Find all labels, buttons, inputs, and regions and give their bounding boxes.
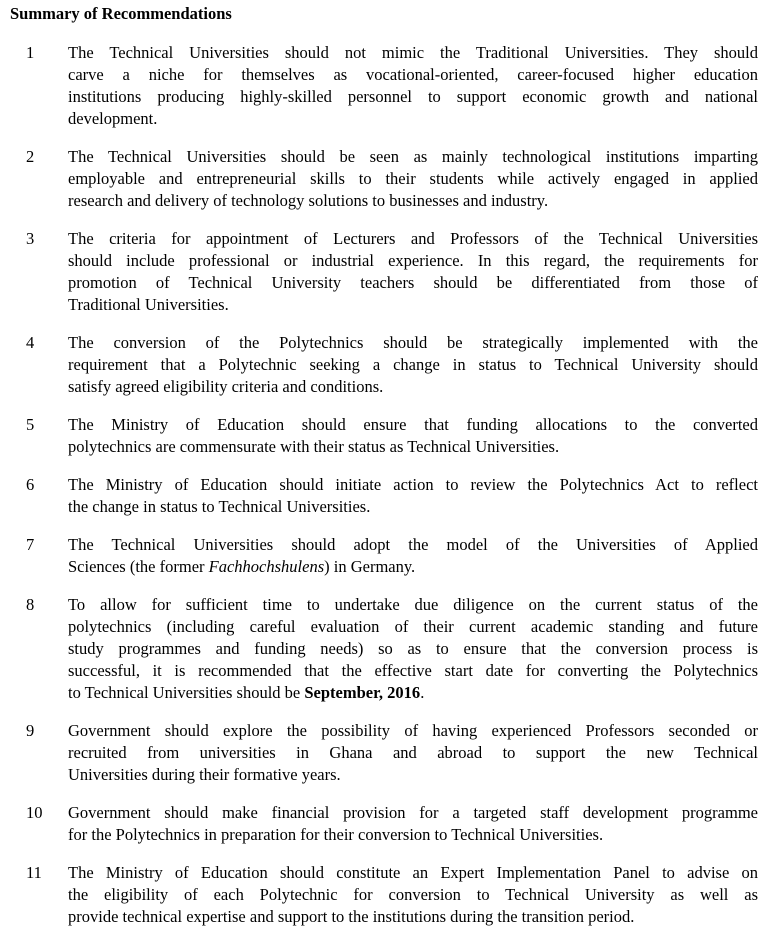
recommendation-item <box>0 594 779 704</box>
recommendation-number: 10 <box>26 803 43 822</box>
recommendation-number: 2 <box>26 147 35 166</box>
recommendation-text <box>68 802 758 846</box>
section-title: Summary of Recommendations <box>10 4 232 23</box>
text-line: for the Polytechnics in preparation for their conversion to Technical Universities. <box>68 825 604 844</box>
text-segment: to Technical Universities should be <box>68 683 305 702</box>
recommendation-item <box>0 146 779 212</box>
recommendation-number: 5 <box>26 415 35 434</box>
text-line: the eligibility of each Polytechnic for conversion to Technical University as well as <box>68 885 758 904</box>
recommendation-item <box>0 332 779 398</box>
bold-text: September, 2016 <box>304 683 421 702</box>
text-line: Government should explore the possibility of having experienced Professors seconded or <box>68 721 758 740</box>
text-line: should include professional or industrial experience. In this regard, the requirements for <box>68 251 758 270</box>
recommendation-item <box>0 802 779 846</box>
recommendation-text <box>68 534 758 578</box>
recommendation-text <box>68 474 758 518</box>
recommendation-item <box>0 414 779 458</box>
text-segment: Sciences (the former <box>68 557 209 576</box>
text-line: development. <box>68 109 158 128</box>
recommendation-text <box>68 594 758 704</box>
recommendation-text <box>68 146 758 212</box>
text-line: employable and entrepreneurial skills to their students while actively engaged in applied <box>68 169 758 188</box>
italic-text: Fachhochshulens <box>208 557 325 576</box>
text-line: provide technical expertise and support to the institutions during the transition period. <box>68 907 635 926</box>
recommendation-text <box>68 862 758 928</box>
recommendation-item <box>0 720 779 786</box>
text-line: polytechnics are commensurate with their status as Technical Universities. <box>68 437 560 456</box>
text-segment: . <box>420 683 425 702</box>
text-line: The Technical Universities should adopt the model of the Universities of Applied <box>68 535 758 554</box>
text-line: carve a niche for themselves as vocational-oriented, career-focused higher education <box>68 65 758 84</box>
recommendation-number: 9 <box>26 721 35 740</box>
recommendation-number: 8 <box>26 595 35 614</box>
recommendation-text <box>68 332 758 398</box>
text-line: the change in status to Technical Universities. <box>68 497 371 516</box>
text-line: polytechnics (including careful evaluation of their current academic standing and future <box>68 617 758 636</box>
text-line: The Technical Universities should not mimic the Traditional Universities. They should <box>68 43 758 62</box>
text-line: The Ministry of Education should initiate action to review the Polytechnics Act to reflect <box>68 475 758 494</box>
text-line: The Ministry of Education should ensure that funding allocations to the converted <box>68 415 758 434</box>
text-line: Government should make financial provision for a targeted staff development programme <box>68 803 758 822</box>
recommendation-number: 1 <box>26 43 35 62</box>
text-line: The Technical Universities should be seen as mainly technological institutions imparting <box>68 147 758 166</box>
text-line: study programmes and funding needs) so as to ensure that the conversion process is <box>68 639 758 658</box>
text-segment: ) in Germany. <box>324 557 416 576</box>
recommendation-text <box>68 414 758 458</box>
recommendation-number: 3 <box>26 229 35 248</box>
recommendation-item <box>0 42 779 130</box>
recommendation-item <box>0 228 779 316</box>
recommendation-number: 6 <box>26 475 35 494</box>
recommendation-item <box>0 474 779 518</box>
recommendation-item <box>0 862 779 928</box>
text-line: Traditional Universities. <box>68 295 229 314</box>
text-line: research and delivery of technology solutions to businesses and industry. <box>68 191 549 210</box>
recommendation-number: 4 <box>26 333 35 352</box>
text-line: institutions producing highly-skilled personnel to support economic growth and national <box>68 87 758 106</box>
recommendation-text <box>68 228 758 316</box>
text-line: Universities during their formative years. <box>68 765 341 784</box>
text-line: To allow for sufficient time to undertake due diligence on the current status of the <box>68 595 758 614</box>
text-line: The criteria for appointment of Lecturers and Professors of the Technical Universities <box>68 229 758 248</box>
text-line: The Ministry of Education should constitute an Expert Implementation Panel to advise on <box>68 863 758 882</box>
recommendation-text <box>68 720 758 786</box>
text-line: successful, it is recommended that the effective start date for converting the Polytechnics <box>68 661 758 680</box>
text-line <box>68 556 758 578</box>
recommendation-text <box>68 42 758 130</box>
text-line <box>68 682 758 704</box>
recommendations-list <box>0 42 779 944</box>
recommendation-number: 7 <box>26 535 35 554</box>
text-line: The conversion of the Polytechnics should be strategically implemented with the <box>68 333 758 352</box>
recommendation-number: 11 <box>26 863 42 882</box>
text-line: recruited from universities in Ghana and abroad to support the new Technical <box>68 743 758 762</box>
recommendation-item <box>0 534 779 578</box>
text-line: satisfy agreed eligibility criteria and conditions. <box>68 377 384 396</box>
text-line: requirement that a Polytechnic seeking a change in status to Technical University should <box>68 355 758 374</box>
text-line: promotion of Technical University teachers should be differentiated from those of <box>68 273 758 292</box>
